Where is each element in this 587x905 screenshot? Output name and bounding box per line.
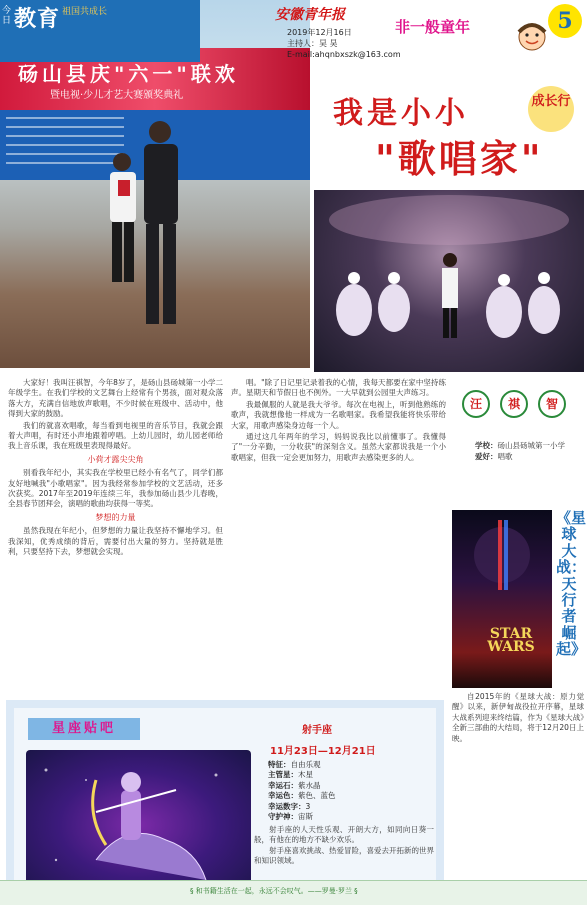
page-number: 5	[548, 4, 582, 38]
column-name: 非一般童年	[395, 18, 471, 36]
vertical-label: 今日	[2, 6, 12, 26]
section-theme: 祖国共成长	[62, 7, 108, 17]
movie-title: 《星球大战：天行者崛起》	[556, 509, 587, 659]
attribute-row: 特征：自由乐观	[268, 760, 321, 769]
movie-poster	[452, 510, 552, 688]
article-title-line2: "歌唱家"	[375, 137, 544, 181]
student-info	[475, 440, 565, 462]
issue-date: 2019年12月16日	[287, 28, 352, 37]
stage-photo	[314, 190, 584, 372]
banner-text: 砀山县庆"六一"联欢	[18, 62, 239, 86]
article-paragraph: 唱。"除了日记里记录着我的心情，我每天都要在家中坚持练声。星期天和节假日也不例外。一大早就到公园里大声练习。	[231, 378, 446, 398]
school-label: 学校：	[475, 441, 498, 450]
issue-editor: 主持人：昊 昊	[287, 39, 338, 48]
sign-name: 射手座	[302, 725, 332, 736]
section-title: 教育	[14, 7, 61, 32]
poster-art	[452, 510, 552, 620]
attribute-row: 幸运色：紫色、蓝色	[268, 791, 336, 801]
attribute-row: 守护神：宙斯	[268, 812, 313, 822]
horoscope-paragraph: 射手座的人天性乐观、开朗大方，如同向日葵一般，有他在的地方不缺少欢乐。	[254, 825, 434, 845]
article-subhead: 小荷才露尖尖角	[87, 454, 144, 464]
stage-performers	[314, 190, 584, 372]
poster-logo: STAR WARS	[487, 626, 535, 655]
masthead: 安徽青年报	[275, 7, 345, 23]
horoscope-paragraph: 射手座喜欢挑战、热爱冒险，喜爱去开拓新的世界和知识领域。	[254, 845, 434, 866]
movie-description	[452, 692, 584, 744]
attribute-row: 幸运石：紫水晶	[268, 780, 321, 790]
footer-strip	[0, 880, 587, 905]
sign-attributes	[268, 760, 336, 822]
attribute-row: 幸运数字：3	[268, 801, 311, 811]
issue-email: E-mail:ahqnbxszk@163.com	[287, 50, 401, 59]
horoscope-text	[254, 825, 434, 867]
movie-paragraph: 自2015年的《星球大战：原力觉醒》以来，新伊甸战役拉开序幕，星球大战系列迎来终结篇，作为《星球大战》全新三部曲的大结局，将于12月20日上映。	[452, 692, 584, 743]
sagittarius-icon	[26, 750, 251, 900]
article-paragraph: 我们的就喜欢唱歌，每当看到电视里的音乐节目，我就会跟着大声唱，有时还小声地跟着哼唱。上幼儿园时，幼儿园老师给我上音乐课，我在班级里表现得最好。	[8, 420, 223, 451]
article-paragraph: 我最佩服的人就是我大爷爷。每次在电视上，听到他熟练的歌声，我就想像他一样成为一名歌唱家。我希望我能将快乐带给大家，用歌声感染身边每一个人。	[231, 399, 446, 430]
name-char: 祺	[500, 390, 528, 418]
school-value: 砀山县砀城第一小学	[497, 441, 565, 450]
sagittarius-illustration	[26, 750, 251, 900]
footer-quote: § 和书籍生活在一起，永远不会叹气。——罗曼·罗兰 §	[190, 887, 358, 895]
sign-dates: 11月23日—12月21日	[270, 746, 376, 757]
growth-badge: 成长行	[528, 86, 574, 132]
attribute-row: 主管星：木星	[268, 770, 313, 780]
name-characters	[462, 390, 576, 418]
article-column-2	[231, 378, 446, 464]
horoscope-title: 星座贴吧	[28, 718, 140, 740]
article-paragraph: 通过这几年两年的学习，妈妈说我比以前懂事了。我懂得了"一分辛勤，一分收获"的深刻含义。虽然大家都说我是一个小歌唱家，但我一定会更加努力，用歌声去感染更多的人。	[231, 432, 446, 462]
issue-info	[287, 27, 401, 60]
article-subhead: 梦想的力量	[95, 512, 136, 522]
article-title-line1: 我是小小	[333, 96, 469, 131]
article-column-1	[8, 378, 223, 559]
name-char: 智	[538, 390, 566, 418]
hobby-label: 爱好：	[475, 452, 498, 461]
section-tab	[0, 0, 200, 62]
article-paragraph: 大家好！我叫汪祺智，今年8岁了，是砀山县砀城第一小学二年级学生。在我们学校的文艺舞台上经常有个男孩，面对观众落落大方，充满自信地放声歌唱，不少时候在班级中、活动中，他得到大家的鼓励。	[8, 378, 223, 419]
article-paragraph: 别看我年纪小，其实我在学校里已经小有名气了，同学们都友好地喊我"小歌唱家"。因为我经常参加学校的文艺活动，还多次获奖。2017年至2019年连续三年，我参加砀山县少儿春晚，全县春节团拜会，演唱的歌曲均获得一等奖。	[8, 468, 223, 509]
banner-subtitle: 暨电视·少儿才艺大赛颁奖典礼	[50, 90, 184, 101]
name-char: 汪	[462, 390, 490, 418]
people-silhouettes	[92, 120, 212, 370]
cartoon-kid-icon	[515, 20, 549, 54]
hobby-value: 唱歌	[497, 452, 513, 461]
article-paragraph: 虽然我现在年纪小，但梦想的力量让我坚持不懈地学习。但我深知，优秀成绩的背后，需要付出大量的努力。坚持就是胜利，只要坚持下去，梦想就会实现。	[8, 526, 223, 557]
